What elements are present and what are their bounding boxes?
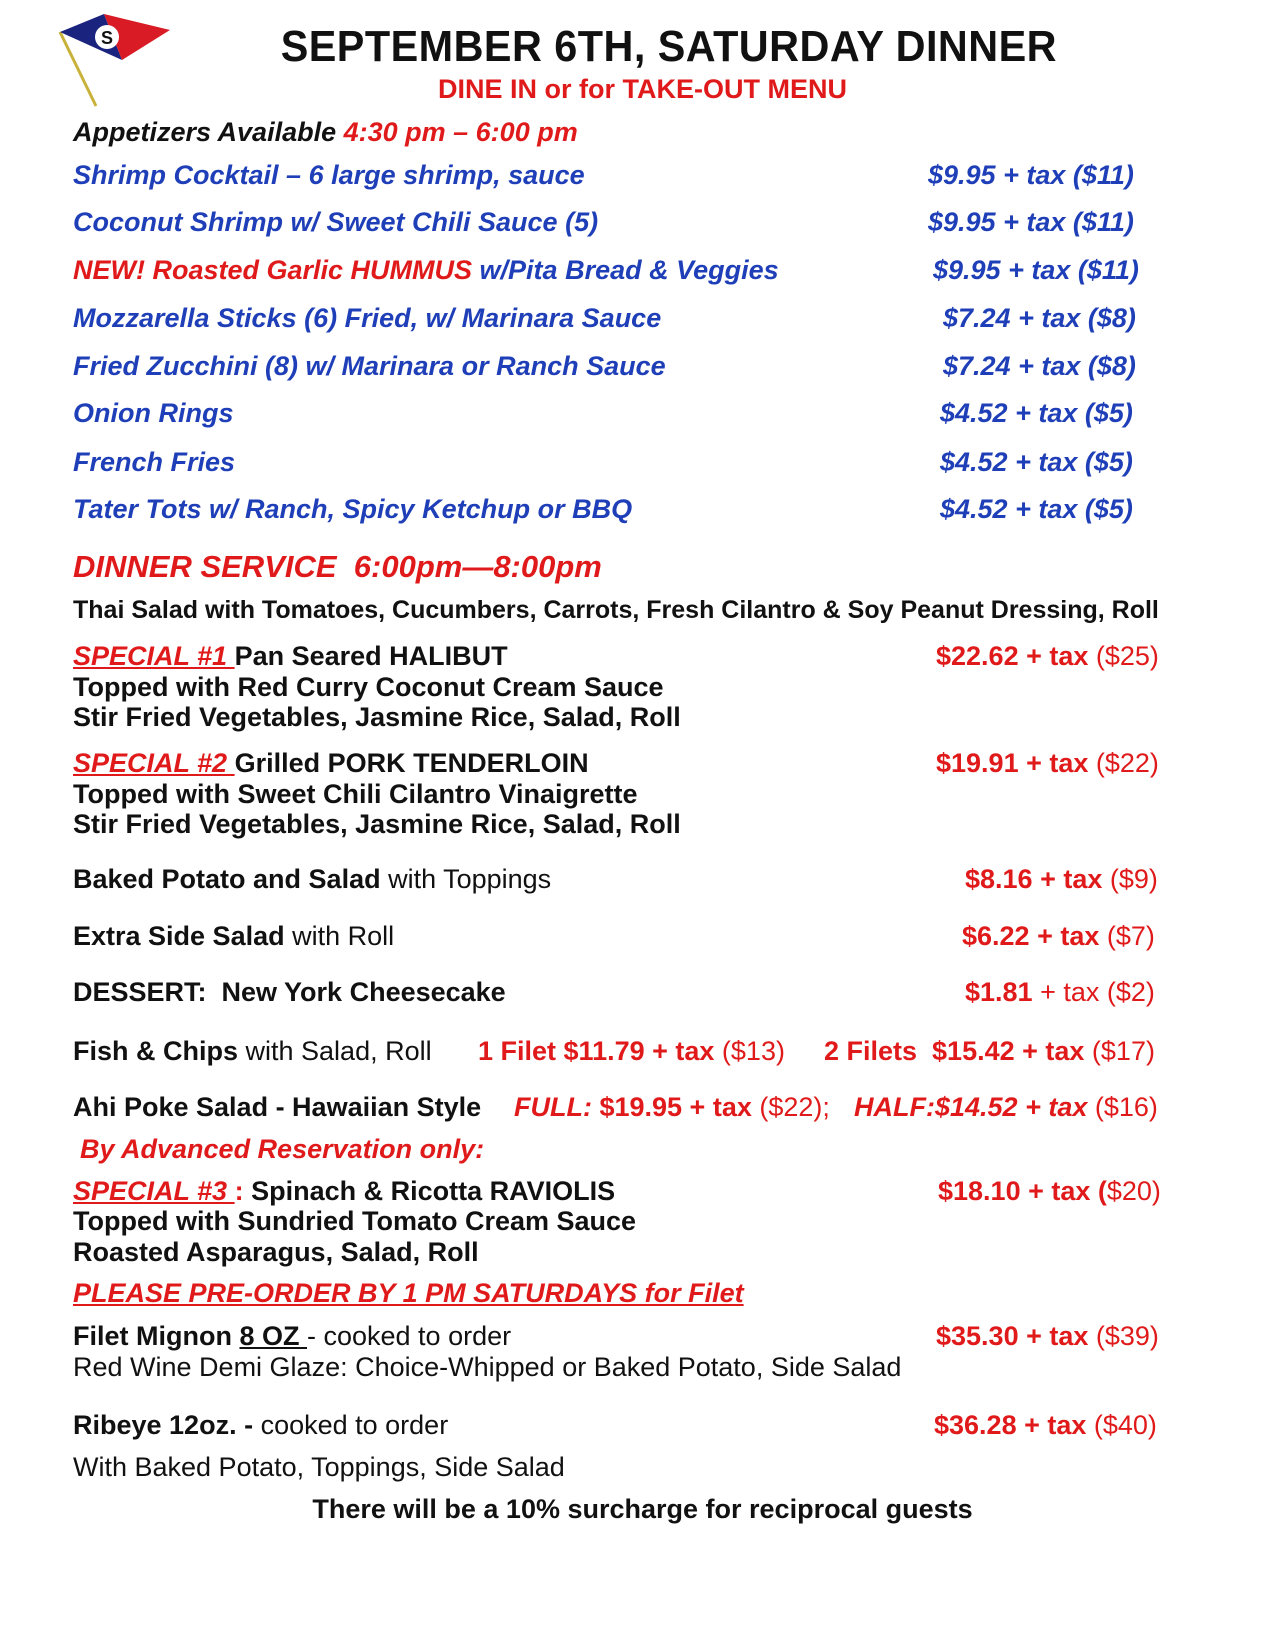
special-1-line-3: Stir Fried Vegetables, Jasmine Rice, Salad, Roll [73,702,681,732]
dessert-price-main: $1.81 [965,977,1033,1007]
fish-chips-one-filet-price [478,1036,785,1067]
ahi-full-label: FULL: [514,1092,592,1122]
special-2-price-main: $19.91 + tax [936,748,1089,778]
fish-two-main: 2 Filets $15.42 + tax [824,1036,1085,1066]
appetizer-name [73,255,779,286]
filet-rest: - cooked to order [307,1321,512,1351]
new-item-label: NEW! Roasted Garlic HUMMUS [73,255,473,285]
appetizer-name: Shrimp Cocktail – 6 large shrimp, sauce [73,160,585,190]
special-2-price [936,748,1159,779]
fish-one-main: 1 Filet $11.79 + tax [478,1036,715,1066]
special-1-price-main: $22.62 + tax [936,641,1089,671]
special-2-line-3: Stir Fried Vegetables, Jasmine Rice, Salad, Roll [73,809,681,839]
fish-chips-rest: with Salad, Roll [238,1036,432,1066]
special-3-price-main: $18.10 + tax ( [938,1176,1107,1206]
special-1-price [936,641,1159,672]
appetizer-name: Onion Rings [73,398,234,428]
special-1-price-paren: ($25) [1088,641,1159,671]
side-salad-price-main: $6.22 + tax [962,921,1100,951]
ahi-full-main: $19.95 + tax [591,1092,752,1122]
ahi-poke-name: Ahi Poke Salad - Hawaiian Style [73,1092,482,1122]
special-1-label: SPECIAL #1 [73,641,235,671]
ahi-half-main: $14.52 + tax [934,1092,1088,1122]
appetizer-price: $9.95 + tax ($11) [928,160,1134,190]
side-salad-name: Extra Side Salad [73,921,285,951]
thai-salad-line: Thai Salad with Tomatoes, Cucumbers, Carrots, Fresh Cilantro & Soy Peanut Dressing, Roll [73,596,1159,624]
appetizer-price: $7.24 + tax ($8) [943,303,1136,333]
fish-chips-item [73,1036,432,1067]
special-3-price [938,1176,1161,1207]
baked-potato-item [73,864,551,895]
side-salad-item [73,921,394,952]
special-2-label: SPECIAL #2 [73,748,235,778]
filet-size: 8 OZ [239,1321,307,1351]
special-3-price-paren: $20) [1106,1176,1161,1206]
side-salad-price [962,921,1155,952]
dessert-price-paren: + tax ($2) [1032,977,1155,1007]
ribeye-price-paren: ($40) [1086,1410,1157,1440]
filet-line-2: Red Wine Demi Glaze: Choice-Whipped or Baked Potato, Side Salad [73,1352,902,1382]
fish-one-paren: ($13) [714,1036,785,1066]
ahi-poke-prices [514,1092,830,1123]
page-subtitle: DINE IN or for TAKE-OUT MENU [438,74,847,104]
logo-letter: S [100,28,114,48]
side-salad-rest: with Roll [284,921,395,951]
appetizer-name: Coconut Shrimp w/ Sweet Chili Sauce (5) [73,207,599,237]
baked-potato-price-paren: ($9) [1102,864,1158,894]
special-3-name: Spinach & Ricotta RAVIOLIS [251,1176,616,1206]
filet-price-paren: ($39) [1088,1321,1159,1351]
ribeye-item [73,1410,448,1441]
special-2-name: Grilled PORK TENDERLOIN [234,748,589,778]
appetizer-name: Mozzarella Sticks (6) Fried, w/ Marinara Sauce [73,303,662,333]
appetizer-price: $9.95 + tax ($11) [928,207,1134,237]
special-3-sep: : [234,1176,252,1206]
special-2-line-2: Topped with Sweet Chili Cilantro Vinaigrette [73,779,638,809]
ahi-half-paren: ($16) [1087,1092,1158,1122]
fish-chips-two-filets-price [824,1036,1155,1067]
side-salad-price-paren: ($7) [1099,921,1155,951]
new-item-rest: w/Pita Bread & Veggies [472,255,779,285]
filet-name: Filet Mignon [73,1321,240,1351]
baked-potato-price-main: $8.16 + tax [965,864,1103,894]
appetizer-name: Tater Tots w/ Ranch, Spicy Ketchup or BBQ [73,494,633,524]
filet-mignon-item [73,1321,511,1352]
special-3-label: SPECIAL #3 [73,1176,235,1206]
filet-price [936,1321,1159,1352]
ribeye-price [934,1410,1157,1441]
ahi-full-paren: ($22); [751,1092,830,1122]
baked-potato-rest: with Toppings [380,864,552,894]
dessert-item: DESSERT: New York Cheesecake [73,977,506,1007]
fish-two-paren: ($17) [1084,1036,1155,1066]
special-1-name: Pan Seared HALIBUT [234,641,508,671]
page-title: SEPTEMBER 6TH, SATURDAY DINNER [280,22,1058,71]
ribeye-name: Ribeye 12oz. - [73,1410,254,1440]
special-3-title [73,1176,615,1207]
special-3-line-2: Topped with Sundried Tomato Cream Sauce [73,1206,637,1236]
appetizer-price: $7.24 + tax ($8) [943,351,1136,381]
ahi-poke-half-price [854,1092,1158,1123]
filet-price-main: $35.30 + tax [936,1321,1089,1351]
special-1-title [73,641,508,672]
ribeye-rest: cooked to order [253,1410,449,1440]
ribeye-price-main: $36.28 + tax [934,1410,1087,1440]
dinner-service-heading: DINNER SERVICE 6:00pm—8:00pm [73,549,602,584]
appetizer-price: $4.52 + tax ($5) [940,447,1133,477]
appetizer-price: $9.95 + tax ($11) [933,255,1139,285]
appetizer-price: $4.52 + tax ($5) [940,398,1133,428]
appetizer-price: $4.52 + tax ($5) [940,494,1133,524]
special-1-line-2: Topped with Red Curry Coconut Cream Sauce [73,672,664,702]
appetizer-name: Fried Zucchini (8) w/ Marinara or Ranch Sauce [73,351,666,381]
appetizers-heading-label: Appetizers Available [73,117,337,147]
fish-chips-name: Fish & Chips [73,1036,239,1066]
appetizers-hours: 4:30 pm – 6:00 pm [343,117,578,147]
baked-potato-name: Baked Potato and Salad [73,864,381,894]
dessert-price [965,977,1155,1008]
preorder-note: PLEASE PRE-ORDER BY 1 PM SATURDAYS for Filet [73,1278,744,1308]
ahi-half-label: HALF: [854,1092,935,1122]
ribeye-line-2: With Baked Potato, Toppings, Side Salad [73,1452,565,1482]
appetizer-name: French Fries [73,447,236,477]
special-2-price-paren: ($22) [1088,748,1159,778]
baked-potato-price [965,864,1158,895]
appetizers-heading [73,117,578,148]
reservation-note: By Advanced Reservation only: [80,1134,485,1164]
surcharge-note: There will be a 10% surcharge for reciprocal guests [312,1494,973,1524]
special-2-title [73,748,589,779]
special-3-line-3: Roasted Asparagus, Salad, Roll [73,1237,479,1267]
